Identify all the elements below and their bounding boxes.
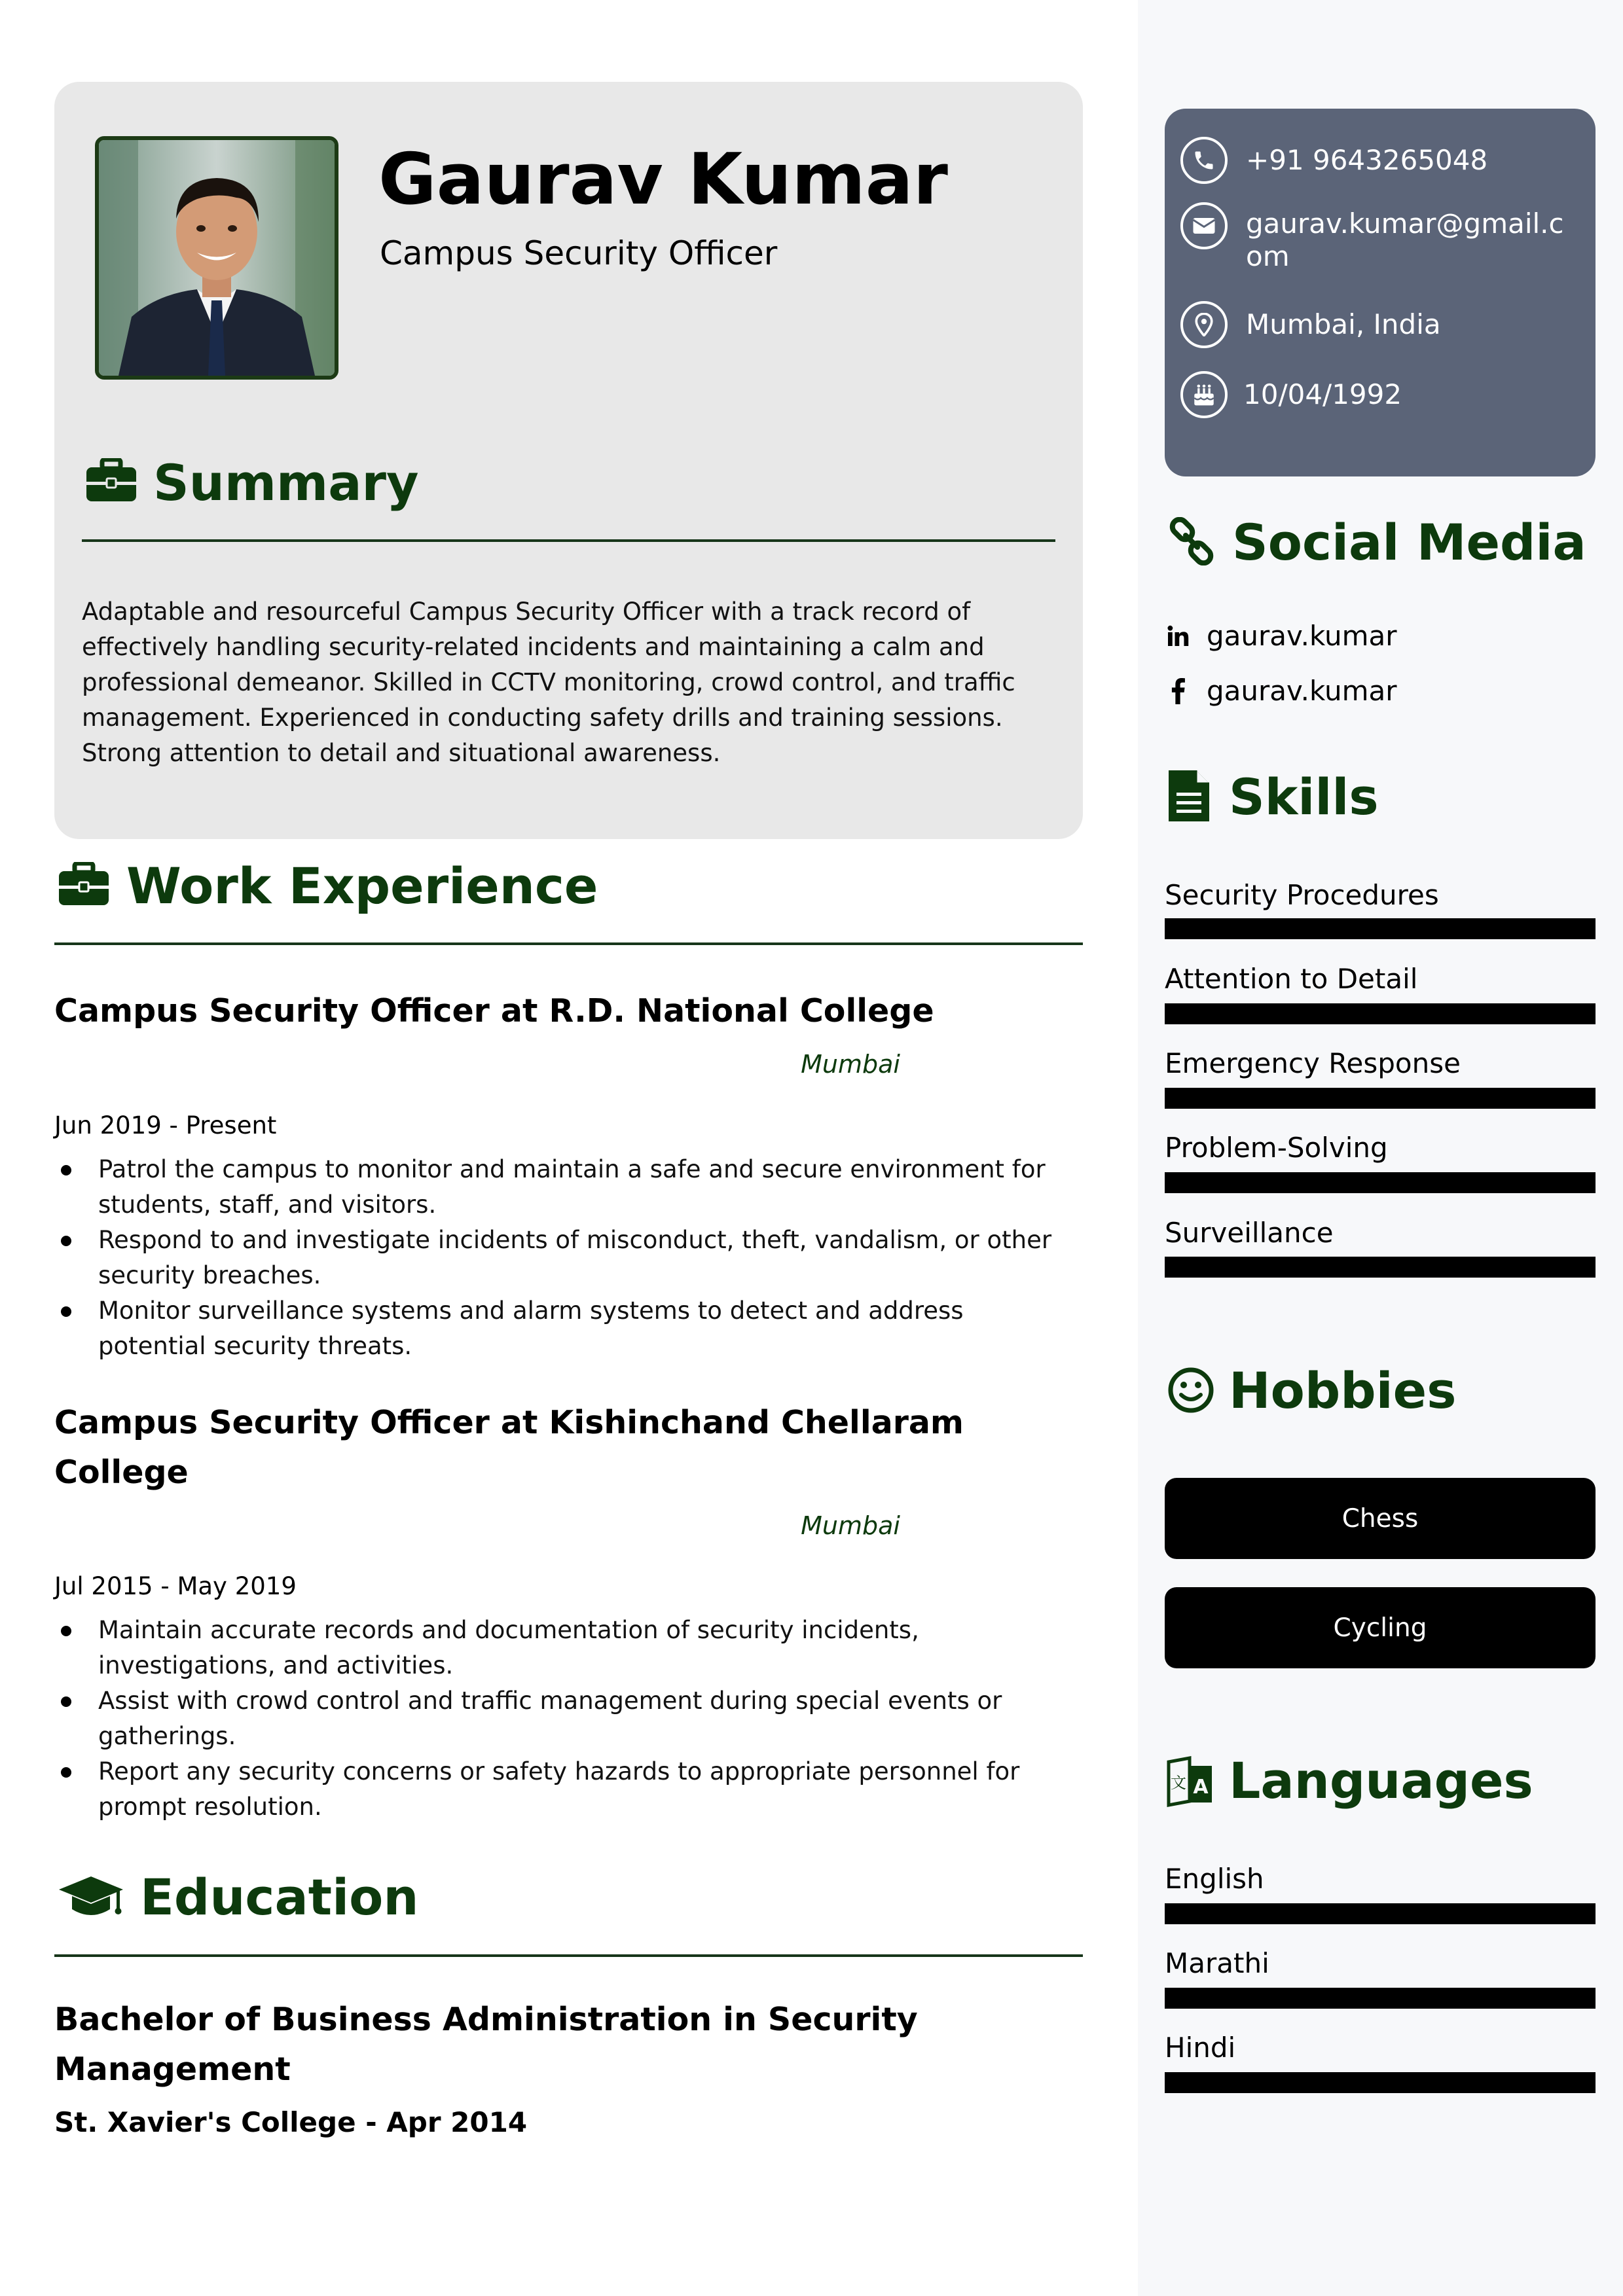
hobbies-heading: Hobbies <box>1229 1361 1457 1420</box>
candidate-title: Campus Security Officer <box>380 234 778 272</box>
hobby-chip: Cycling <box>1165 1587 1596 1668</box>
candidate-name: Gaurav Kumar <box>378 139 948 221</box>
skill-bar <box>1165 1172 1596 1193</box>
briefcase-icon <box>58 862 110 909</box>
link-icon <box>1167 517 1216 568</box>
degree-title: Bachelor of Business Administration in Security Management <box>54 2001 918 2088</box>
work-experience-heading: Work Experience <box>126 857 598 915</box>
language-name: Marathi <box>1165 1947 1269 1979</box>
skill-bar-fill <box>1165 1172 1596 1193</box>
job-dates: Jul 2015 - May 2019 <box>54 1572 297 1600</box>
facebook-handle: gaurav.kumar <box>1207 675 1397 707</box>
map-pin-icon <box>1180 301 1228 348</box>
smiley-icon <box>1167 1367 1214 1416</box>
language-bar <box>1165 1903 1596 1924</box>
contact-email[interactable] <box>1180 202 1573 273</box>
skill-name: Attention to Detail <box>1165 963 1418 995</box>
skills-heading: Skills <box>1229 768 1379 826</box>
list-item: Monitor surveillance systems and alarm systems to detect and address potential security threats. <box>54 1293 1076 1364</box>
job-title: Campus Security Officer at Kishinchand Chellaram College <box>54 1404 964 1491</box>
list-item: Maintain accurate records and documentation of security incidents, investigations, and activities. <box>54 1613 1076 1683</box>
list-item: Respond to and investigate incidents of misconduct, theft, vandalism, or other security breaches. <box>54 1223 1076 1293</box>
skill-bar-fill <box>1165 1003 1596 1024</box>
skill-bar-fill <box>1165 1088 1596 1109</box>
skill-bar <box>1165 1088 1596 1109</box>
svg-text:A: A <box>1193 1776 1209 1799</box>
skill-name: Problem-Solving <box>1165 1132 1388 1164</box>
location-text: Mumbai, India <box>1246 308 1441 340</box>
job-location: Mumbai <box>801 1050 900 1079</box>
language-bar <box>1165 2072 1596 2093</box>
document-icon <box>1167 769 1211 825</box>
language-name: Hindi <box>1165 2032 1236 2064</box>
job-location: Mumbai <box>801 1511 900 1540</box>
avatar-image <box>99 140 335 376</box>
school-name: St. Xavier's College - Apr 2014 <box>54 2106 528 2138</box>
education-heading: Education <box>140 1868 419 1926</box>
skill-bar <box>1165 918 1596 939</box>
language-bar-fill <box>1165 2072 1596 2093</box>
skill-name: Emergency Response <box>1165 1047 1461 1079</box>
work-divider <box>54 942 1083 945</box>
skill-bar-fill <box>1165 918 1596 939</box>
envelope-icon <box>1180 202 1228 249</box>
briefcase-icon <box>85 458 137 505</box>
job-bullets <box>54 1152 1076 1364</box>
linkedin-handle: gaurav.kumar <box>1207 620 1397 652</box>
language-name: English <box>1165 1863 1264 1895</box>
social-linkedin[interactable] <box>1165 618 1397 655</box>
phone-icon <box>1180 137 1228 184</box>
profile-photo <box>95 136 338 380</box>
social-media-heading: Social Media <box>1232 513 1586 571</box>
social-facebook[interactable] <box>1165 673 1397 709</box>
facebook-icon <box>1165 678 1191 704</box>
job-title: Campus Security Officer at R.D. National College <box>54 992 934 1030</box>
language-bar <box>1165 1988 1596 2009</box>
languages-heading: Languages <box>1229 1751 1533 1810</box>
svg-text:文: 文 <box>1171 1774 1186 1792</box>
phone-number: +91 9643265048 <box>1246 144 1488 176</box>
summary-heading: Summary <box>153 454 419 512</box>
list-item: Report any security concerns or safety hazards to appropriate personnel for prompt resolution. <box>54 1754 1076 1825</box>
skill-bar <box>1165 1003 1596 1024</box>
summary-text: Adaptable and resourceful Campus Security Officer with a track record of effectively handling security-related incidents and maintaining a calm and professional demeanor. Skilled in CCTV monitoring, crowd control, and traffic management. Experienced in conducting safety drills and training sessions. Strong attention to detail and situational awareness. <box>82 598 1015 767</box>
language-bar-fill <box>1165 1903 1596 1924</box>
skill-bar-fill <box>1165 1257 1596 1278</box>
hobby-chip: Chess <box>1165 1478 1596 1559</box>
education-divider <box>54 1954 1083 1957</box>
list-item: Patrol the campus to monitor and maintain a safe and secure environment for students, staff, and visitors. <box>54 1152 1076 1223</box>
graduation-cap-icon <box>58 1875 124 1922</box>
summary-divider <box>82 539 1055 542</box>
contact-phone[interactable] <box>1180 137 1487 184</box>
email-address: gaurav.kumar@gmail.com <box>1246 207 1564 272</box>
list-item: Assist with crowd control and traffic management during special events or gatherings. <box>54 1683 1076 1754</box>
language-bar-fill <box>1165 1988 1596 2009</box>
job-dates: Jun 2019 - Present <box>54 1111 277 1139</box>
skill-name: Surveillance <box>1165 1217 1334 1249</box>
contact-birthdate <box>1180 371 1402 418</box>
birthdate-text: 10/04/1992 <box>1243 378 1402 410</box>
linkedin-icon <box>1165 623 1191 649</box>
contact-location <box>1180 301 1441 348</box>
translate-icon <box>1166 1755 1214 1810</box>
skill-name: Security Procedures <box>1165 879 1439 911</box>
birthday-cake-icon <box>1180 371 1228 418</box>
job-bullets <box>54 1613 1076 1825</box>
skill-bar <box>1165 1257 1596 1278</box>
